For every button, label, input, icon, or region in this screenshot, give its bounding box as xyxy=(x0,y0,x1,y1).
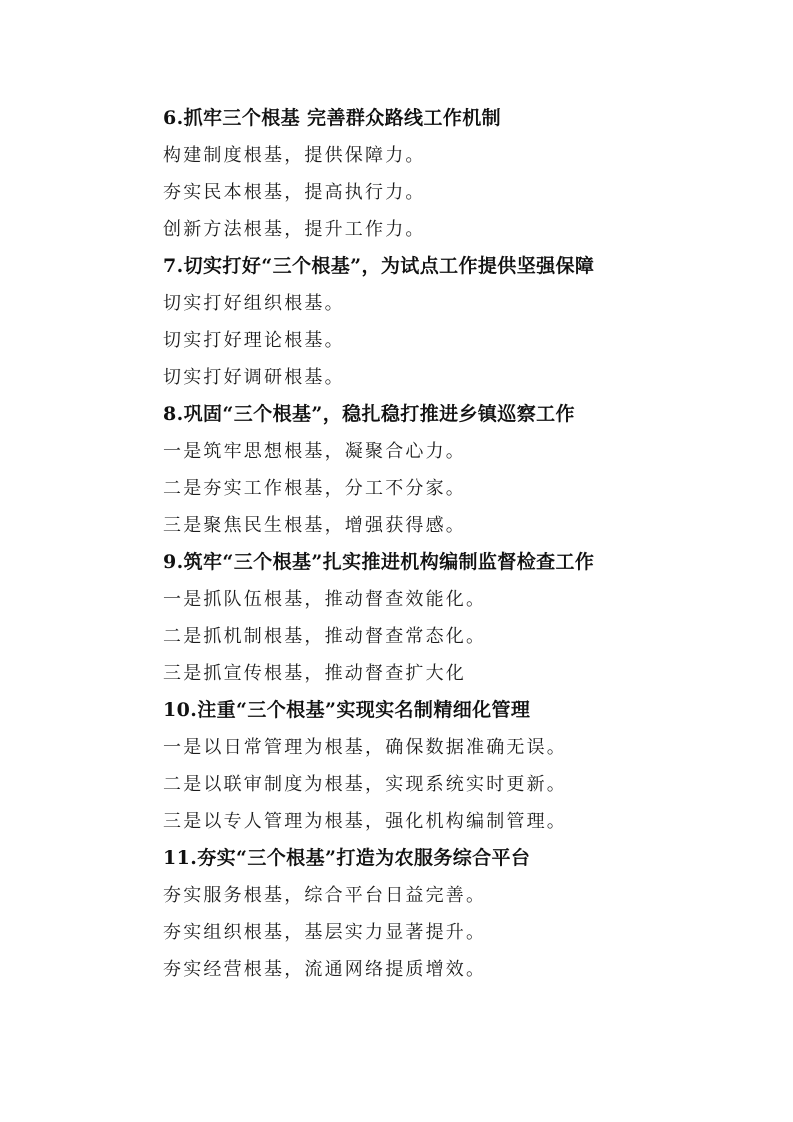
section-line: 夯实服务根基，综合平台日益完善。 xyxy=(163,885,487,906)
section-heading: 9.筑牢“三个根基”扎实推进机构编制监督检查工作 xyxy=(163,551,595,573)
section-heading: 6.抓牢三个根基 完善群众路线工作机制 xyxy=(163,107,502,129)
section-line: 一是抓队伍根基，推动督查效能化。 xyxy=(163,589,487,610)
section-line: 二是以联审制度为根基，实现系统实时更新。 xyxy=(163,774,567,795)
section-line: 构建制度根基，提供保障力。 xyxy=(163,145,426,166)
section-6 xyxy=(163,100,723,248)
section-line: 一是以日常管理为根基，确保数据准确无误。 xyxy=(163,737,567,758)
section-heading: 7.切实打好“三个根基”，为试点工作提供坚强保障 xyxy=(163,255,595,277)
section-line: 夯实组织根基，基层实力显著提升。 xyxy=(163,922,487,943)
section-heading: 11.夯实“三个根基”打造为农服务综合平台 xyxy=(163,847,531,869)
section-line: 三是抓宣传根基，推动督查扩大化 xyxy=(163,663,466,684)
section-10 xyxy=(163,692,723,840)
section-7 xyxy=(163,248,723,396)
document-content xyxy=(163,100,723,988)
section-line: 夯实民本根基，提高执行力。 xyxy=(163,182,426,203)
section-line: 三是以专人管理为根基，强化机构编制管理。 xyxy=(163,811,567,832)
section-line: 切实打好调研根基。 xyxy=(163,367,345,388)
section-line: 切实打好理论根基。 xyxy=(163,330,345,351)
section-line: 一是筑牢思想根基，凝聚合心力。 xyxy=(163,441,466,462)
section-heading: 10.注重“三个根基”实现实名制精细化管理 xyxy=(163,699,531,721)
section-8 xyxy=(163,396,723,544)
section-line: 三是聚焦民生根基，增强获得感。 xyxy=(163,515,466,536)
section-line: 二是夯实工作根基，分工不分家。 xyxy=(163,478,466,499)
section-line: 切实打好组织根基。 xyxy=(163,293,345,314)
section-heading: 8.巩固“三个根基”，稳扎稳打推进乡镇巡察工作 xyxy=(163,403,575,425)
section-line: 夯实经营根基，流通网络提质增效。 xyxy=(163,959,487,980)
section-line: 创新方法根基，提升工作力。 xyxy=(163,219,426,240)
section-9 xyxy=(163,544,723,692)
section-11 xyxy=(163,840,723,988)
section-line: 二是抓机制根基，推动督查常态化。 xyxy=(163,626,487,647)
